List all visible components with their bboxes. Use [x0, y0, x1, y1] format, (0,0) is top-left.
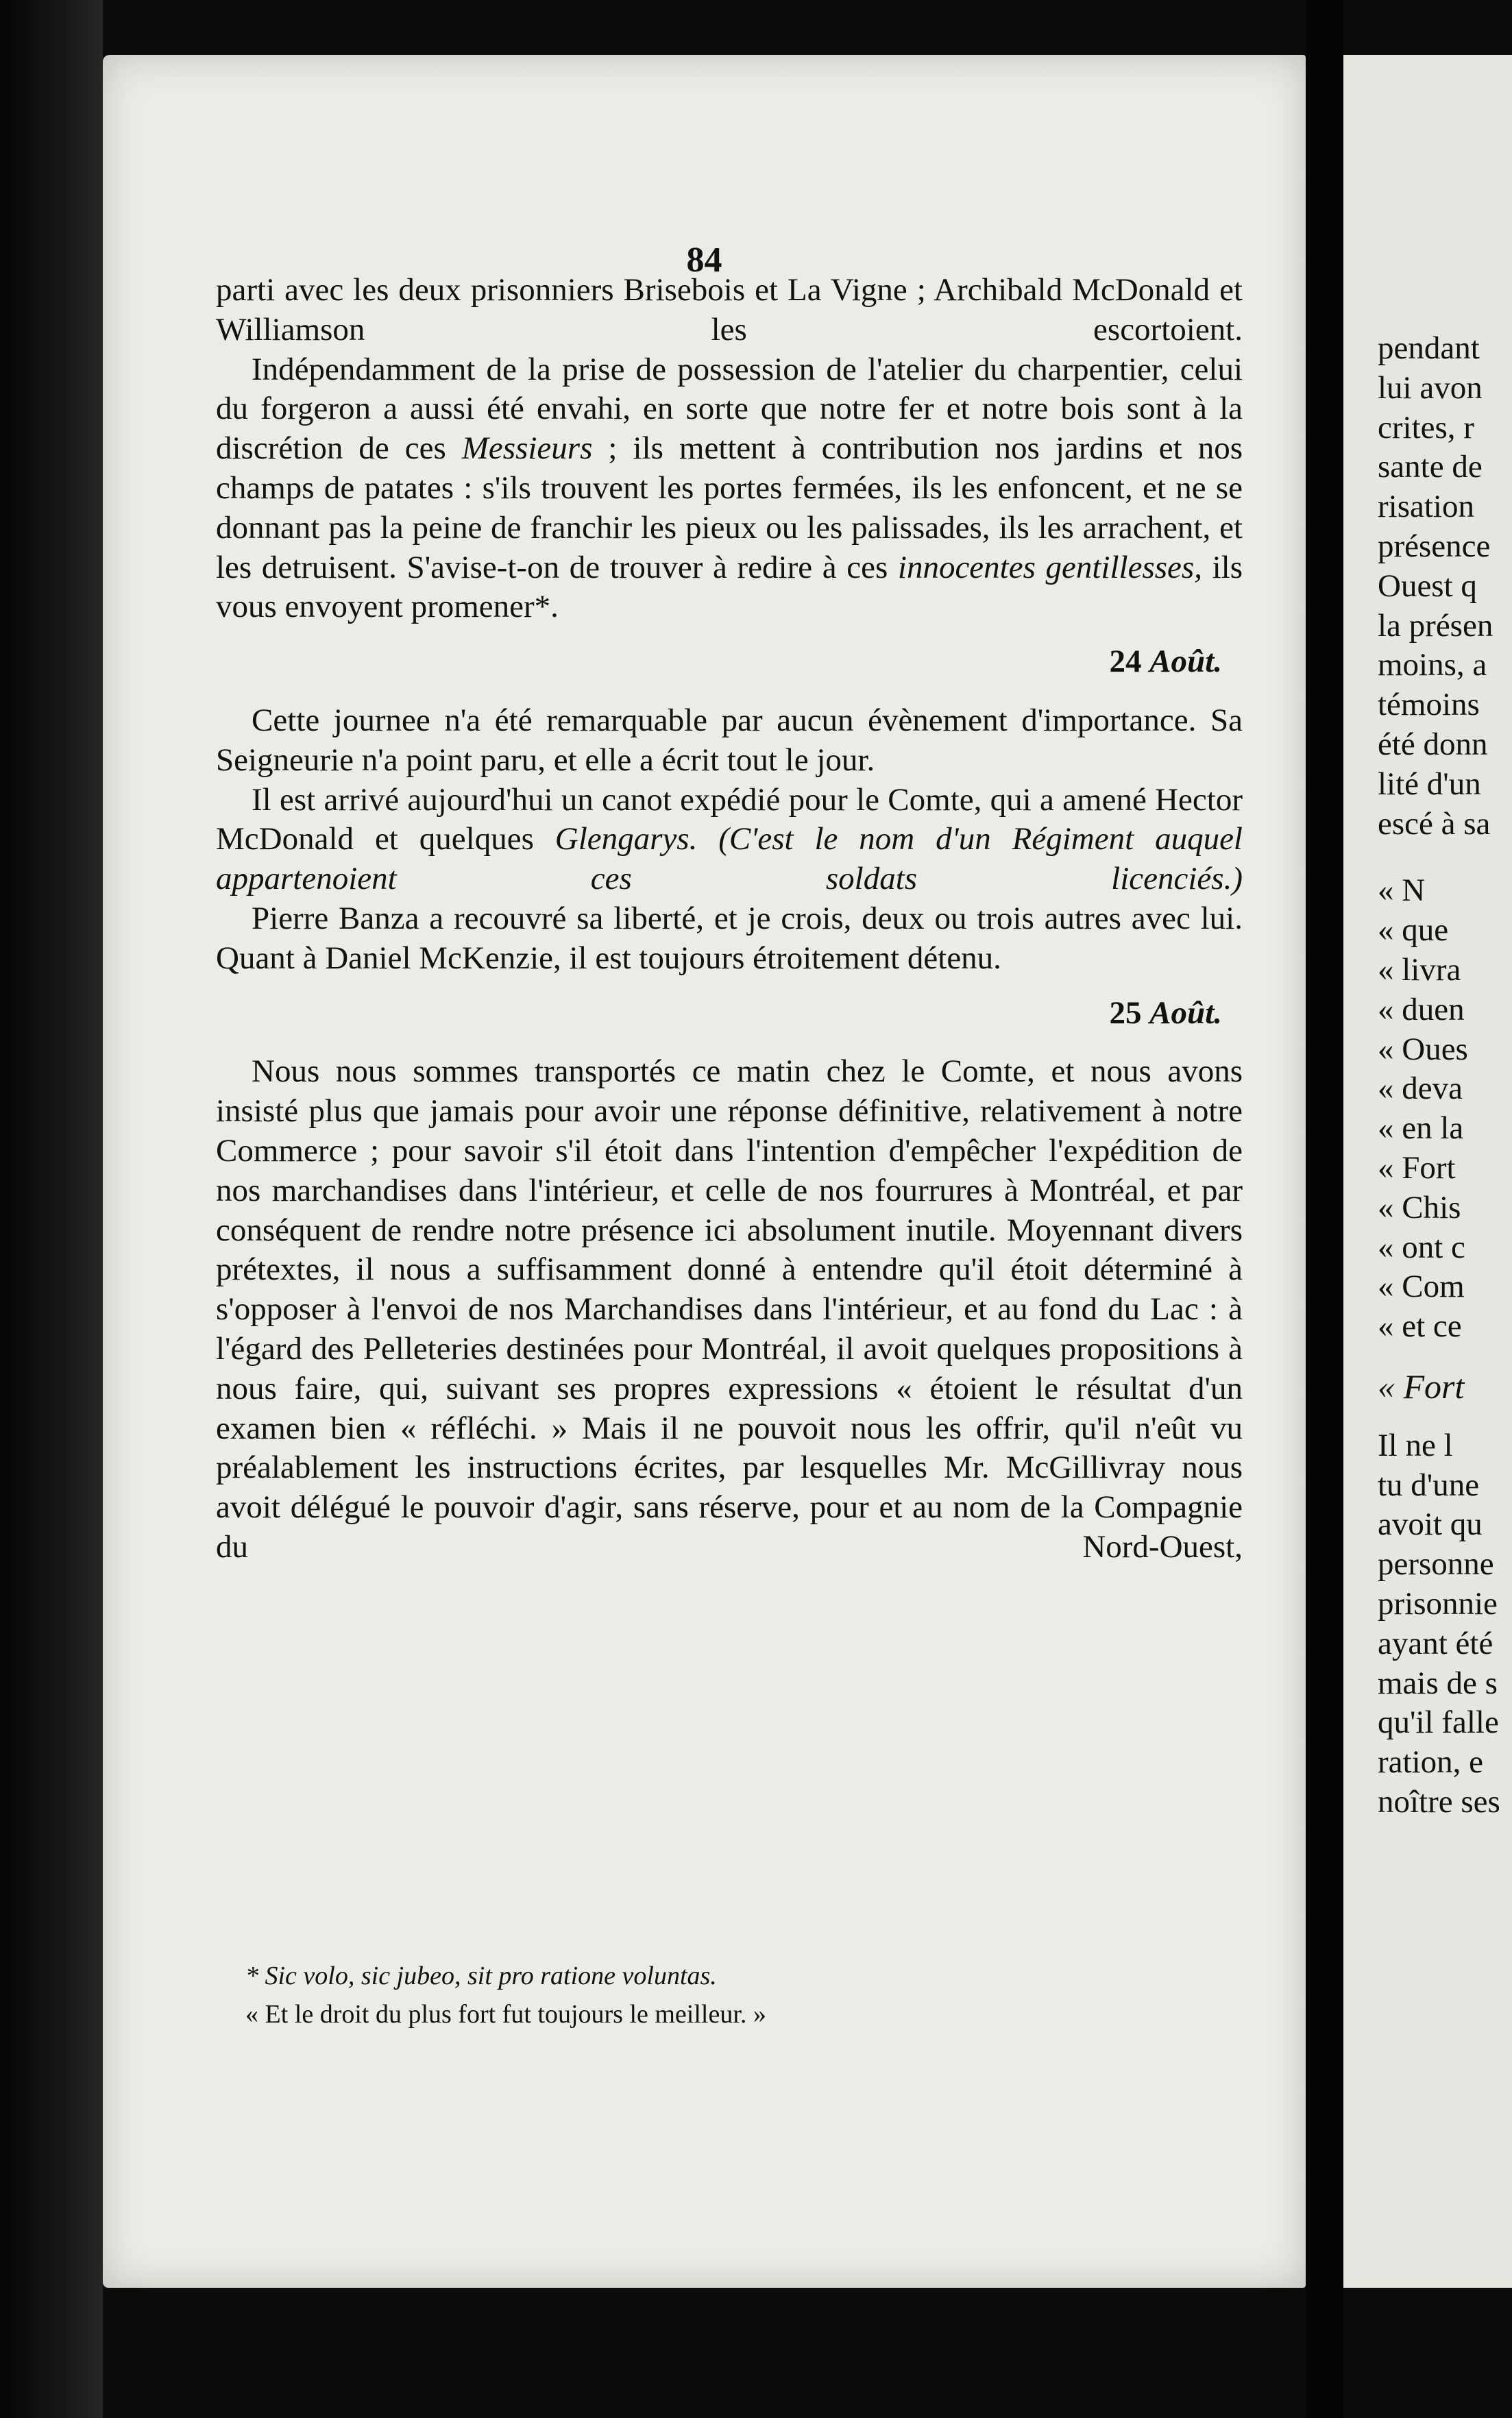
- text-line: « en la: [1378, 1110, 1464, 1147]
- italic-text: innocentes gentillesses,: [897, 549, 1202, 585]
- text-line: lité d'un: [1378, 766, 1481, 802]
- facing-page-text: [1378, 329, 1512, 1822]
- text-line: « duen: [1378, 991, 1465, 1027]
- text-line: sante de: [1378, 449, 1483, 485]
- text-line: témoins: [1378, 687, 1480, 723]
- paragraph-text: Pierre Banza a recouvré sa liberté, et je crois, deux ou trois autres avec lui. Quant à Daniel McKenzie, il est toujours étroitement détenu.: [216, 900, 1243, 976]
- footnote: « Et le droit du plus fort fut toujours le meilleur. »: [245, 2000, 766, 2029]
- text-line: « Chis: [1378, 1189, 1461, 1225]
- paragraph: [216, 701, 1243, 781]
- entry-date: [216, 994, 1243, 1034]
- paragraph: [216, 899, 1243, 979]
- text-line: « ont c: [1378, 1229, 1465, 1265]
- text-line: moins, a: [1378, 647, 1487, 683]
- text-line: été donn: [1378, 726, 1488, 762]
- footnote: * Sic volo, sic jubeo, sit pro ratione voluntas.: [245, 1962, 717, 1990]
- text-line: « Fort: [1378, 1149, 1456, 1186]
- page-number: 84: [686, 241, 722, 280]
- text-line: lui avon: [1378, 369, 1483, 406]
- italic-text: Messieurs: [461, 430, 593, 467]
- paragraph-text: parti avec les deux prisonniers Brisebois et La Vigne ; Archibald McDonald et Williamson les escortoient.: [216, 272, 1243, 347]
- text-line: « Com: [1378, 1269, 1465, 1305]
- text-line: noître ses: [1378, 1783, 1500, 1820]
- text-line: « livra: [1378, 951, 1461, 988]
- paragraph: [216, 781, 1243, 899]
- text-line: Il ne l: [1378, 1427, 1453, 1463]
- paragraph-text: Indépendamment de la prise de possession de l'atelier du charpentier, celui du forgeron a aussi été envahi, en sorte que notre fer et notre bois sont à la discrétion de ces: [216, 351, 1243, 467]
- text-line: mais de s: [1378, 1665, 1498, 1701]
- paragraph-text: Cette journee n'a été remarquable par aucun évènement d'importance. Sa Seigneurie n'a point paru, et elle a écrit tout le jour.: [216, 702, 1243, 778]
- book-edge: [0, 0, 103, 2418]
- text-line: « N: [1378, 872, 1426, 909]
- text-line: la présen: [1378, 607, 1493, 644]
- paragraph: [216, 350, 1243, 628]
- paragraph-text: ils vous envoyent promener*.: [216, 549, 1243, 625]
- text-line: pendant: [1378, 330, 1480, 366]
- text-line: crites, r: [1378, 409, 1474, 445]
- text-line: personne: [1378, 1546, 1494, 1583]
- paragraph-text: Il est arrivé aujourd'hui un canot expédié pour le Comte, qui a amené Hector McDonald et quelques: [216, 781, 1243, 857]
- text-line: escé à sa: [1378, 805, 1491, 842]
- text-line: ayant été: [1378, 1625, 1493, 1661]
- text-line: présence: [1378, 528, 1491, 564]
- date-day: 25: [1109, 994, 1142, 1031]
- text-line: avoit qu: [1378, 1506, 1483, 1543]
- text-line: ration, e: [1378, 1744, 1483, 1781]
- entry-date: [216, 642, 1243, 682]
- book-gutter: [1306, 0, 1343, 2418]
- footnotes: [245, 1957, 1205, 2034]
- text-line: « deva: [1378, 1071, 1463, 1107]
- facing-page: [1343, 55, 1512, 2288]
- italic-text: Glengarys. (C'est le nom d'un Régiment auquel appartenoient ces soldats licenciés.): [216, 821, 1243, 897]
- date-month: Août.: [1149, 994, 1222, 1031]
- text-line: « Oues: [1378, 1031, 1468, 1067]
- text-line: « que: [1378, 912, 1449, 949]
- date-month: Août.: [1149, 644, 1222, 680]
- paragraph-text: ; ils mettent à contribution nos jardins et nos champs de patates : s'ils trouvent les portes fermées, ils les enfoncent, et ne se donnant pas la peine de franchir les pieux ou les palissades, ils les arrachent, et les detruisent. S'avise-t-on de trouver à redire à ces: [216, 430, 1243, 585]
- text-line: risation: [1378, 489, 1474, 525]
- text-line: tu d'une: [1378, 1467, 1480, 1503]
- text-line: Ouest q: [1378, 567, 1477, 604]
- section-heading: « Fort: [1378, 1367, 1465, 1406]
- text-line: qu'il falle: [1378, 1705, 1499, 1741]
- paragraph: [216, 1052, 1243, 1567]
- text-line: prisonnie: [1378, 1585, 1498, 1622]
- page-body: [216, 271, 1243, 1567]
- date-day: 24: [1109, 644, 1142, 680]
- paragraph: [216, 271, 1243, 350]
- spacer: [1378, 844, 1512, 871]
- text-line: « et ce: [1378, 1308, 1462, 1345]
- paragraph-text: Nous nous sommes transportés ce matin chez le Comte, et nous avons insisté plus que jamais pour avoir une réponse définitive, relativement à notre Commerce ; pour savoir s'il étoit dans l'intention d'empêcher l'expédition de nos marchandises dans l'intérieur, et celle de nos fourrures à Montréal, et par conséquent de rendre notre présence ici absolument inutile. Moyennant divers prétextes, il nous a suffisamment donné à entendre qu'il étoit déterminé à s'opposer à l'envoi de nos Marchandises dans l'intérieur, et au fond du Lac : à l'égard des Pelleteries destinées pour Montréal, il avoit quelques propositions à nous faire, qui, suivant ses propres expressions « étoient le résultat d'un examen bien « réfléchi. » Mais il ne pouvoit nous les offrir, qu'il n'eût vu préalablement les instructions écrites, par lesquelles Mr. McGillivray nous avoit délégué le pouvoir d'agir, sans réserve, pour et au nom de la Compagnie du Nord-Ouest,: [216, 1053, 1243, 1565]
